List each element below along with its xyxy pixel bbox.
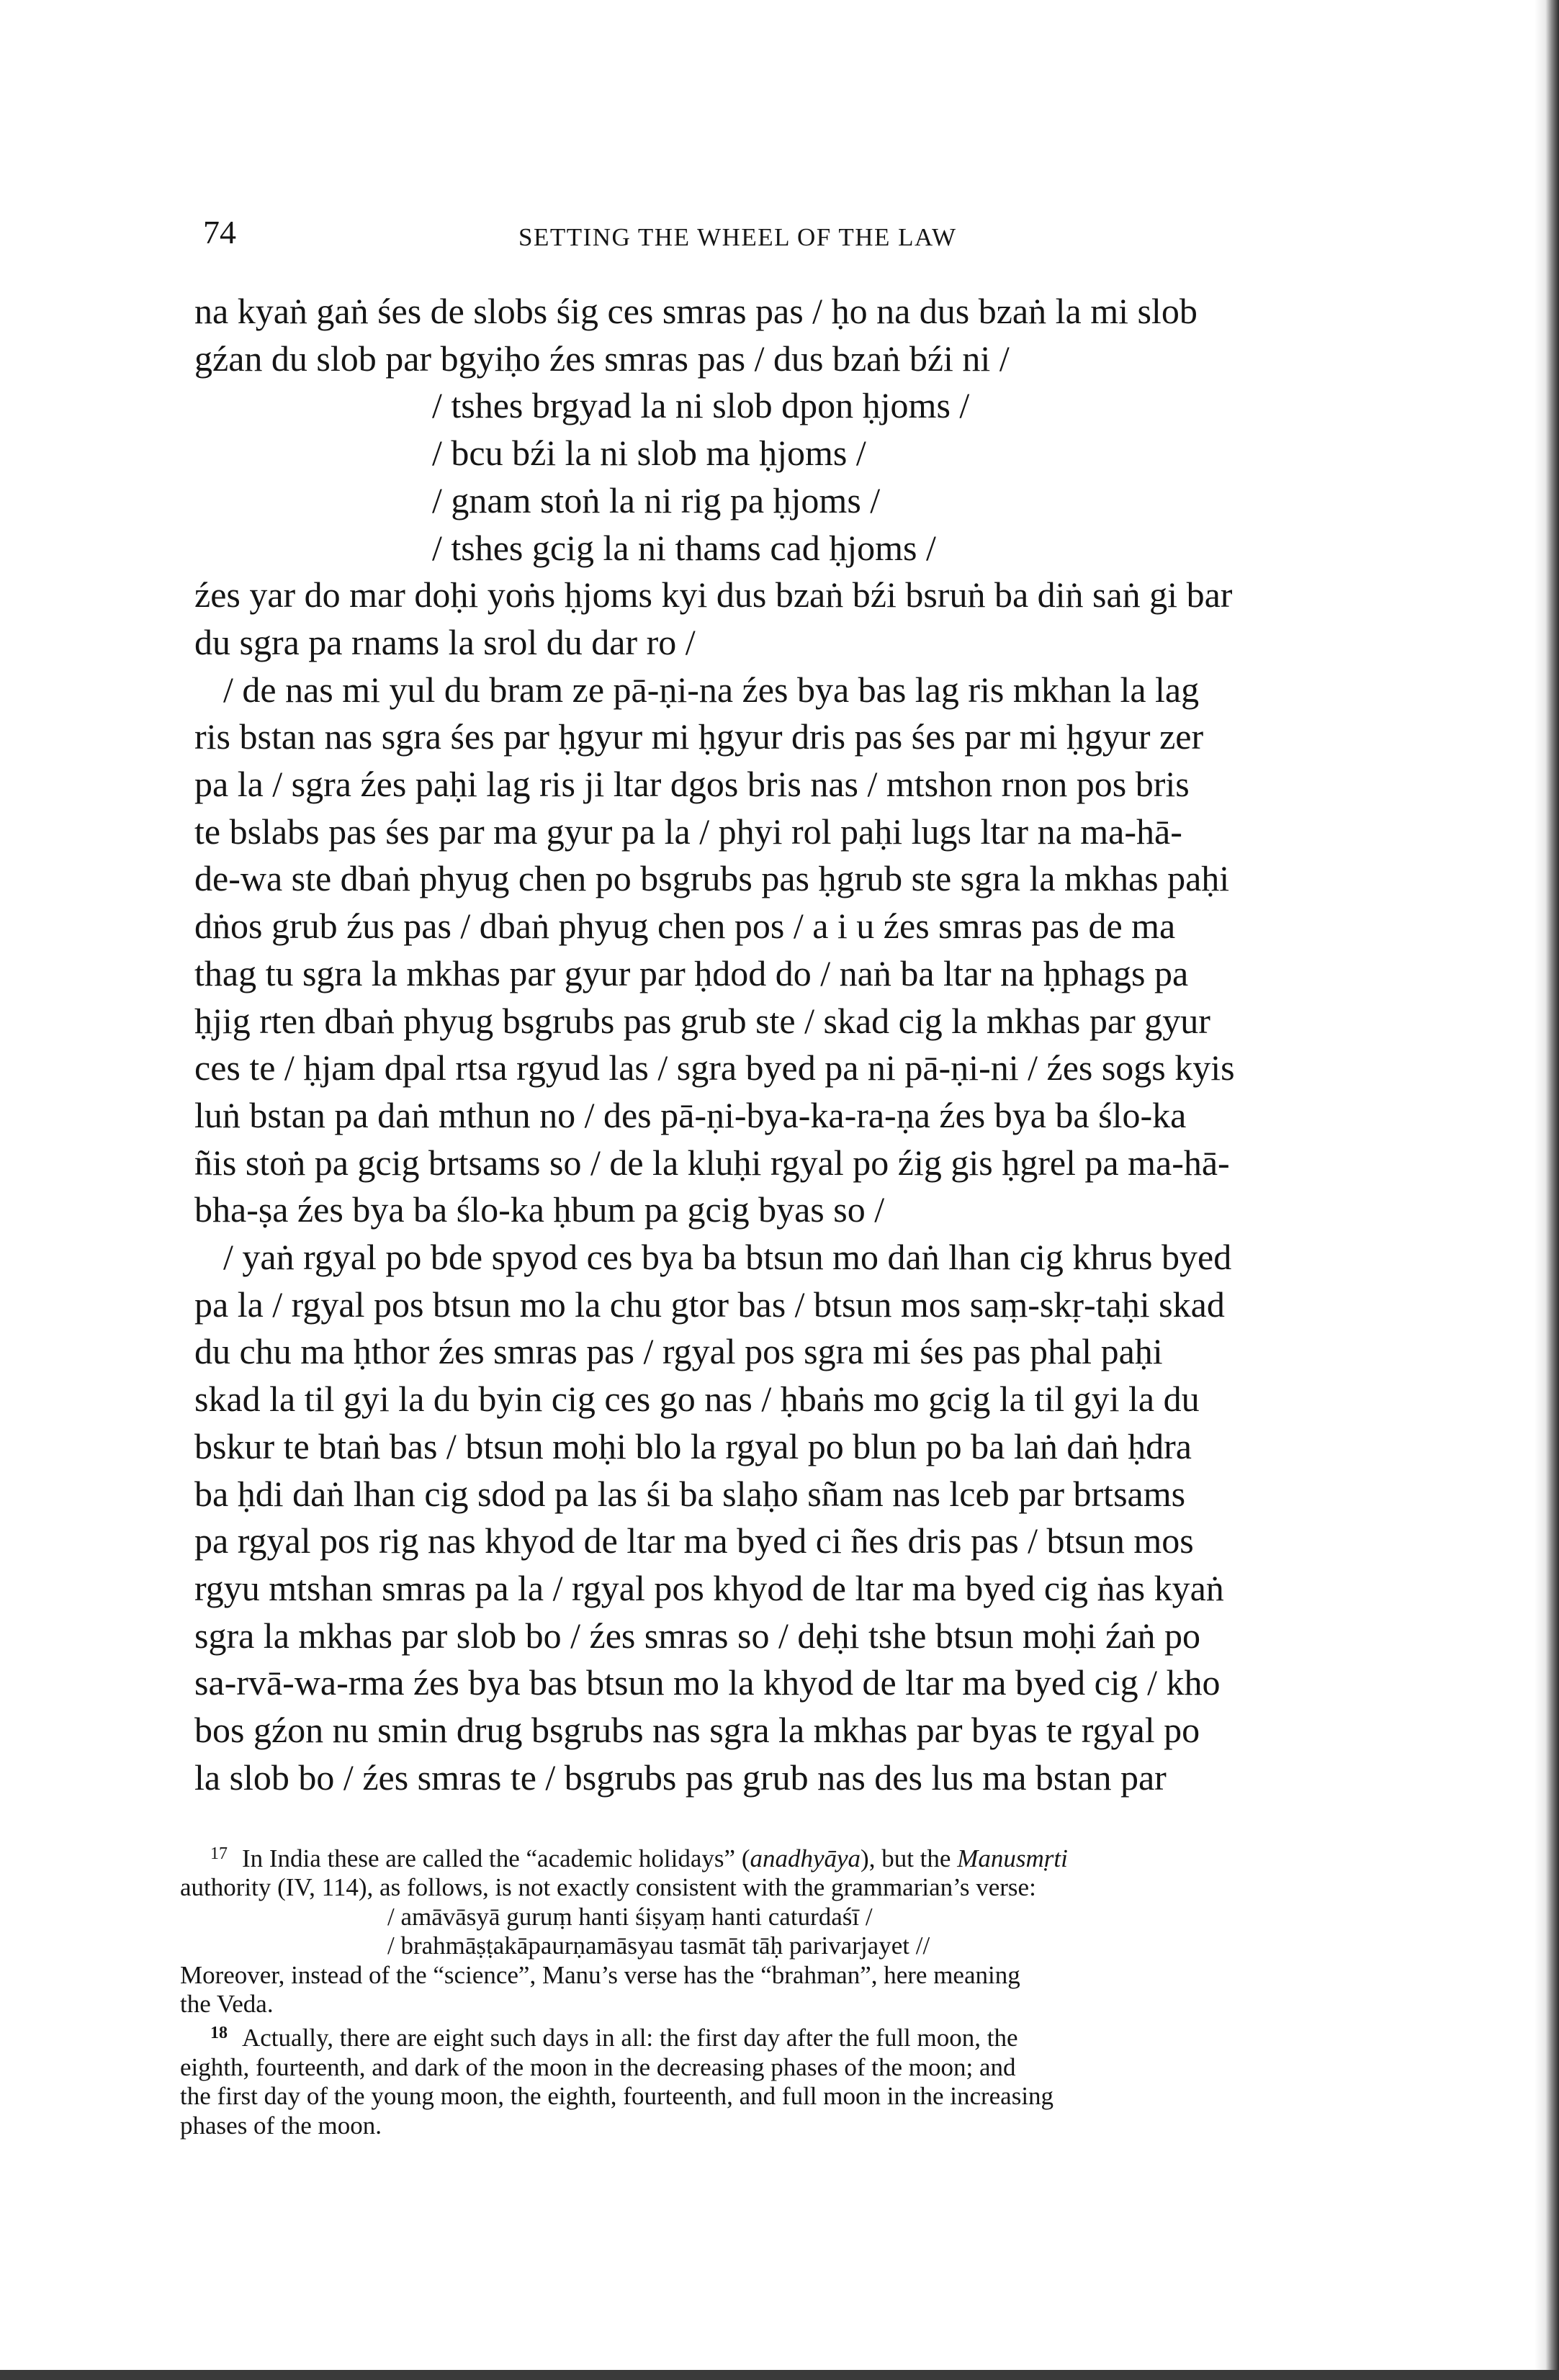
verse-line: / tshes gcig la ni thams cad ḥjoms / (432, 527, 936, 568)
body-line: pa la / rgyal pos btsun mo la chu gtor bas / btsun mos saṃ-skṛ-taḥi skad (194, 1284, 1225, 1325)
body-line: ñis stoṅ pa gcig brtsams so / de la kluḥi rgyal po źig gis ḥgrel pa ma-hā- (194, 1142, 1230, 1183)
verse-line: / bcu bźi la ni slob ma ḥjoms / (432, 433, 866, 474)
footnote-italic-term: anadhyāya (750, 1844, 861, 1872)
body-line: du chu ma ḥthor źes smras pas / rgyal pos sgra mi śes pas phal paḥi (194, 1331, 1163, 1372)
page-number: 74 (203, 214, 236, 251)
footnote-italic-term: Manusmṛti (957, 1844, 1068, 1872)
body-line: ces te / ḥjam dpal rtsa rgyud las / sgra byed pa ni pā-ṇi-ni / źes sogs kyis (194, 1047, 1235, 1088)
body-line: du sgra pa rnams la srol du dar ro / (194, 621, 696, 662)
footnote-marker: 17 (210, 1844, 228, 1863)
body-line: te bslabs pas śes par ma gyur pa la / phyi rol paḥi lugs ltar na ma-hā- (194, 811, 1182, 852)
body-line: thag tu sgra la mkhas par gyur par ḥdod do / naṅ ba ltar na ḥphags pa (194, 952, 1189, 993)
body-line: bskur te btaṅ bas / btsun moḥi blo la rgyal po blun po ba laṅ daṅ ḥdra (194, 1425, 1192, 1466)
body-line: skad la til gyi la du byin cig ces go nas / ḥbaṅs mo gcig la til gyi la du (194, 1379, 1200, 1420)
paragraph-start-line: / de nas mi yul du bram ze pā-ṇi-na źes bya bas lag ris mkhan la lag (223, 669, 1200, 710)
footnote-text: Moreover, instead of the “science”, Manu’s verse has the “brahman”, here meaning (180, 1960, 1020, 1989)
verse-line: / tshes brgyad la ni slob dpon ḥjoms / (432, 385, 970, 426)
footnote-marker: 18 (210, 2024, 228, 2043)
footnote-text: the first day of the young moon, the eighth, fourteenth, and full moon in the increasing (180, 2082, 1054, 2111)
footnote-text: In India these are called the “academic holidays” ( (242, 1844, 750, 1872)
body-line: pa la / sgra źes paḥi lag ris ji ltar dgos bris nas / mtshon rnon pos bris (194, 764, 1190, 805)
footnote-text: eighth, fourteenth, and dark of the moon in the decreasing phases of the moon; and (180, 2052, 1016, 2081)
body-line: de-wa ste dbaṅ phyug chen po bsgrubs pas ḥgrub ste sgra la mkhas paḥi (194, 858, 1230, 899)
body-line: bha-ṣa źes bya ba ślo-ka ḥbum pa gcig byas so / (194, 1189, 885, 1230)
body-line: sa-rvā-wa-rma źes bya bas btsun mo la khyod de ltar ma byed cig / kho (194, 1662, 1221, 1703)
body-line: luṅ bstan pa daṅ mthun no / des pā-ṇi-bya-ka-ra-ṇa źes bya ba ślo-ka (194, 1094, 1187, 1135)
footnote-18 (180, 2019, 1347, 2052)
verse-line: / gnam stoṅ la ni rig pa ḥjoms / (432, 479, 881, 520)
footnote-verse-line: / brahmāṣṭakāpaurṇamāsyau tasmāt tāḥ parivarjayet // (387, 1932, 930, 1960)
page-edge-shadow (1535, 0, 1559, 2380)
body-line: gźan du slob par bgyiḥo źes smras pas / dus bzaṅ bźi ni / (194, 338, 1010, 379)
body-line: ris bstan nas sgra śes par ḥgyur mi ḥgyur dris pas śes par mi ḥgyur zer (194, 716, 1204, 757)
body-line: dṅos grub źus pas / dbaṅ phyug chen pos / a i u źes smras pas de ma (194, 906, 1176, 947)
body-line: pa rgyal pos rig nas khyod de ltar ma byed ci ñes dris pas / btsun mos (194, 1520, 1194, 1561)
body-line: bos gźon nu smin drug bsgrubs nas sgra la mkhas par byas te rgyal po (194, 1710, 1200, 1751)
paragraph-start-line: / yaṅ rgyal po bde spyod ces bya ba btsun mo daṅ lhan cig khrus byed (223, 1237, 1232, 1278)
body-line: źes yar do mar doḥi yoṅs ḥjoms kyi dus bzaṅ bźi bsruṅ ba diṅ saṅ gi bar (194, 574, 1233, 616)
running-head: SETTING THE WHEEL OF THE LAW (518, 223, 957, 251)
footnote-text: phases of the moon. (180, 2111, 382, 2140)
body-line: la slob bo / źes smras te / bsgrubs pas grub nas des lus ma bstan par (194, 1757, 1167, 1798)
body-line: ḥjig rten dbaṅ phyug bsgrubs pas grub ste / skad cig la mkhas par gyur (194, 1000, 1210, 1041)
footnote-verse-line: / amāvāsyā guruṃ hanti śiṣyaṃ hanti caturdaśī / (387, 1902, 873, 1931)
main-text (194, 288, 1347, 1802)
body-line: ba ḥdi daṅ lhan cig sdod pa las śi ba slaḥo sñam nas lceb par brtsams (194, 1473, 1186, 1514)
footnotes (180, 1839, 1347, 2140)
footnote-17 (180, 1839, 1347, 1873)
footnote-text: Actually, there are eight such days in all: the first day after the full moon, the (242, 2024, 1018, 2052)
footnote-text: ), but the (861, 1844, 958, 1872)
footnote-text: authority (IV, 114), as follows, is not exactly consistent with the grammarian’s verse: (180, 1873, 1036, 1902)
body-line: na kyaṅ gaṅ śes de slobs śig ces smras pas / ḥo na dus bzaṅ la mi slob (194, 291, 1198, 331)
scan-bottom-edge (0, 2370, 1559, 2380)
body-line: sgra la mkhas par slob bo / źes smras so / deḥi tshe btsun moḥi źaṅ po (194, 1615, 1200, 1656)
footnote-text: the Veda. (180, 1990, 274, 2019)
body-line: rgyu mtshan smras pa la / rgyal pos khyod de ltar ma byed cig ṅas kyaṅ (194, 1567, 1224, 1608)
